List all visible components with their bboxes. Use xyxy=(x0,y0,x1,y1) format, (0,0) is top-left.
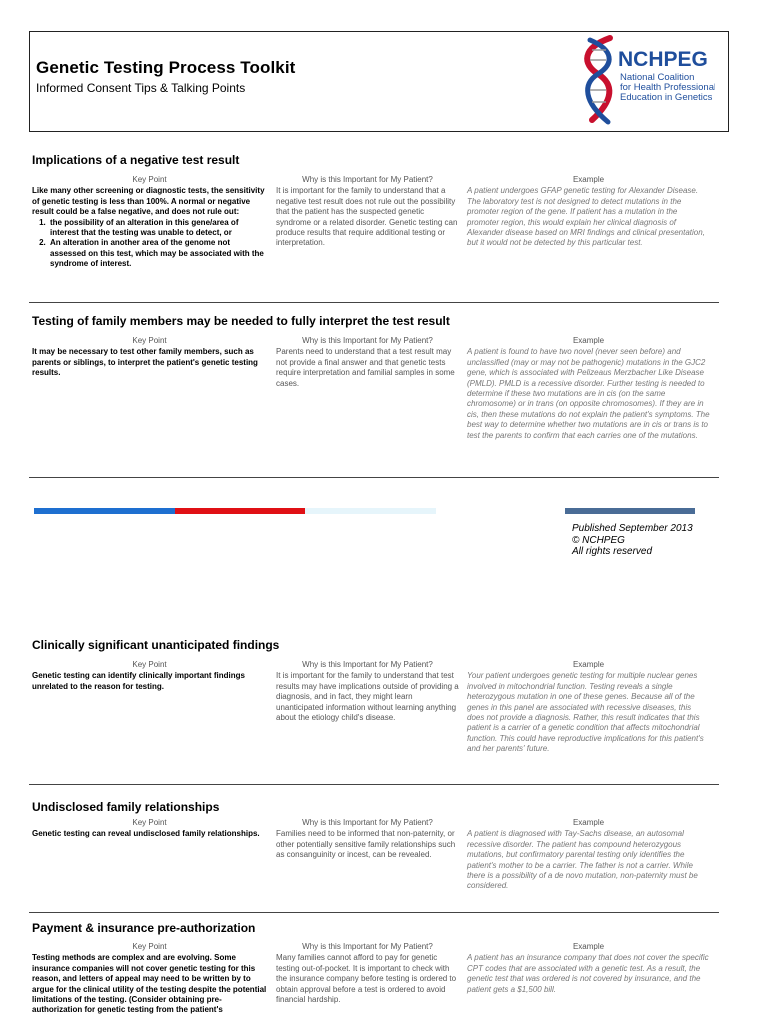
section-title-family-relationships: Undisclosed family relationships xyxy=(32,800,220,814)
key-point-text: It may be necessary to test other family members, such as parents or siblings, to interpret the patient's genetic testing results. xyxy=(32,347,258,378)
example-header: Example xyxy=(572,175,605,184)
example-column xyxy=(467,818,710,892)
why-column xyxy=(276,660,459,723)
why-text: It is important for the family to understand that test results may have implications outside of providing a diagnosis, and in fact, they might learn unanticipated information without learning anything about the etiology child's disease. xyxy=(276,671,459,723)
page-subtitle: Informed Consent Tips & Talking Points xyxy=(36,81,246,95)
example-header: Example xyxy=(572,660,605,669)
example-header: Example xyxy=(572,336,605,345)
why-text: Parents need to understand that a test result may not provide a final answer and that genetic tests require interpretation and familial samples in some cases. xyxy=(276,347,455,388)
why-header: Why is this Important for My Patient? xyxy=(302,175,433,184)
why-column xyxy=(276,818,459,861)
key-point-text: Genetic testing can identify clinically important findings unrelated to the reason for testing. xyxy=(32,671,245,691)
why-header: Why is this Important for My Patient? xyxy=(302,818,433,827)
blue-color-bar xyxy=(34,508,175,514)
key-point-text: Genetic testing can reveal undisclosed family relationships. xyxy=(32,829,260,839)
svg-text:NCHPEG: NCHPEG xyxy=(618,48,708,71)
copyright: © NCHPEG xyxy=(572,534,625,546)
example-header: Example xyxy=(572,818,605,827)
why-header: Why is this Important for My Patient? xyxy=(302,336,433,345)
red-color-bar xyxy=(175,508,305,514)
section-divider xyxy=(29,784,719,785)
example-column xyxy=(467,660,710,755)
why-column xyxy=(276,175,459,249)
key-point-list xyxy=(32,218,267,270)
key-point-column xyxy=(32,336,267,379)
example-column xyxy=(467,175,710,249)
rights: All rights reserved xyxy=(572,546,653,557)
section-divider xyxy=(29,912,719,913)
example-text: A patient is found to have two novel (never seen before) and unclassified (may or may not be pathogenic) mutations in the GJC2 gene, which is associated with Pelizeaus Merzbacher Like Disease (PMLD). PMLD is a recessive disorder. Further testing is needed to determine if these two mutations are in cis (on the same chromosome) or in trans (on opposite chromosomes). If they are in cis, then these mutations do not explain the patient's symptoms. The best way to determine whether two mutations are in cis or trans is to test the parents to confirm that each carries one of the mutations. xyxy=(467,347,710,440)
key-point-column xyxy=(32,660,267,692)
dna-helix-icon xyxy=(580,34,715,126)
section-divider xyxy=(29,302,719,303)
section-divider xyxy=(29,477,719,478)
key-point-header: Key Point xyxy=(132,336,167,345)
why-text: Families need to be informed that non-paternity, or other potentially sensitive family relationships such as consanguinity or incest, can be revealed. xyxy=(276,829,456,860)
key-point-column xyxy=(32,175,267,270)
why-column xyxy=(276,942,459,1005)
example-text: A patient has an insurance company that does not cover the specific CPT codes that are associated with a genetic test. As a result, the genetic test that was ordered is not covered by insurance, and the patient gets a $1,500 bill. xyxy=(467,953,709,994)
why-column xyxy=(276,336,459,389)
slate-color-bar xyxy=(565,508,695,514)
section-title-negative-result: Implications of a negative test result xyxy=(32,153,240,167)
light-blue-color-bar xyxy=(305,508,436,514)
example-text: A patient is diagnosed with Tay-Sachs disease, an autosomal recessive disorder. The patient has compound heterozygous mutations, but confirmatory parental testing only identifies the patient's mother to be a carrier. The father is not a carrier. While there is a possibility of a de novo mutation, non-paternity must be considered. xyxy=(467,829,698,891)
example-column xyxy=(467,942,710,995)
key-point-header: Key Point xyxy=(132,818,167,827)
svg-text:for Health Professional: for Health Professional xyxy=(620,82,715,93)
nchpeg-logo xyxy=(580,34,715,126)
example-text: A patient undergoes GFAP genetic testing for Alexander Disease. The laboratory test is not designed to detect mutations in the promoter region of the gene. If patient has a mutation in the promoter region, this would explain her clinical diagnosis of Alexander disease based on MRI findings and clinical presentation, but it would not be detected by this particular test. xyxy=(467,186,705,248)
key-point-column xyxy=(32,818,267,840)
key-point-header: Key Point xyxy=(132,660,167,669)
section-title-unanticipated-findings: Clinically significant unanticipated findings xyxy=(32,638,280,652)
key-point-header: Key Point xyxy=(132,175,167,184)
key-point-text: Testing methods are complex and are evolving. Some insurance companies will not cover genetic testing for this reason, and letters of appeal may need to be written by to argue for the clinical utility of the testing despite the potential limitations of the testing. (Consider obtaining pre-authorization for genetic testing from the patient's xyxy=(32,953,267,1015)
svg-text:Education in Genetics: Education in Genetics xyxy=(620,92,713,103)
why-text: Many families cannot afford to pay for genetic testing out-of-pocket. It is important to check with the insurance company before testing is ordered to obtain approval before a test is ordered to avoid financial hardship. xyxy=(276,953,457,1005)
why-header: Why is this Important for My Patient? xyxy=(302,660,433,669)
section-title-family-testing: Testing of family members may be needed to fully interpret the test result xyxy=(32,314,450,328)
page-title: Genetic Testing Process Toolkit xyxy=(36,58,296,77)
example-text: Your patient undergoes genetic testing for multiple nuclear genes involved in mitochondrial function. Testing reveals a single heterozygous mutation in one of these genes. Because all of the genes in this panel are associated with recessive diseases, this does not provide a diagnosis. Rather, this result indicates that this patient is a carrier of a genetic condition that affects mitochondrial function. This could have reproductive implications for this patient's and her parents' future. xyxy=(467,671,704,754)
list-item: 2. An alteration in another area of the genome not assessed on this test, which may be associated with the syndrome of interest. xyxy=(48,238,267,269)
published-date: Published September 2013 xyxy=(572,523,693,534)
why-text: It is important for the family to understand that a negative test result does not rule out the possibility that the patient has the suspected genetic syndrome or a related disorder. Genetic testing can produce results that require additional testing or interpretation. xyxy=(276,186,458,248)
key-point-column xyxy=(32,942,267,1016)
example-header: Example xyxy=(572,942,605,951)
key-point-header: Key Point xyxy=(132,942,167,951)
publication-info xyxy=(572,523,693,558)
key-point-text: Like many other screening or diagnostic tests, the sensitivity of genetic testing is less than 100%. A normal or negative result could be a false negative, and does not rule out: xyxy=(32,186,265,217)
why-header: Why is this Important for My Patient? xyxy=(302,942,433,951)
list-item: 1. the possibility of an alteration in this gene/area of interest that the testing was unable to detect, or xyxy=(48,218,267,239)
svg-text:National Coalition: National Coalition xyxy=(620,72,695,83)
example-column xyxy=(467,336,710,441)
section-title-payment: Payment & insurance pre-authorization xyxy=(32,921,256,935)
